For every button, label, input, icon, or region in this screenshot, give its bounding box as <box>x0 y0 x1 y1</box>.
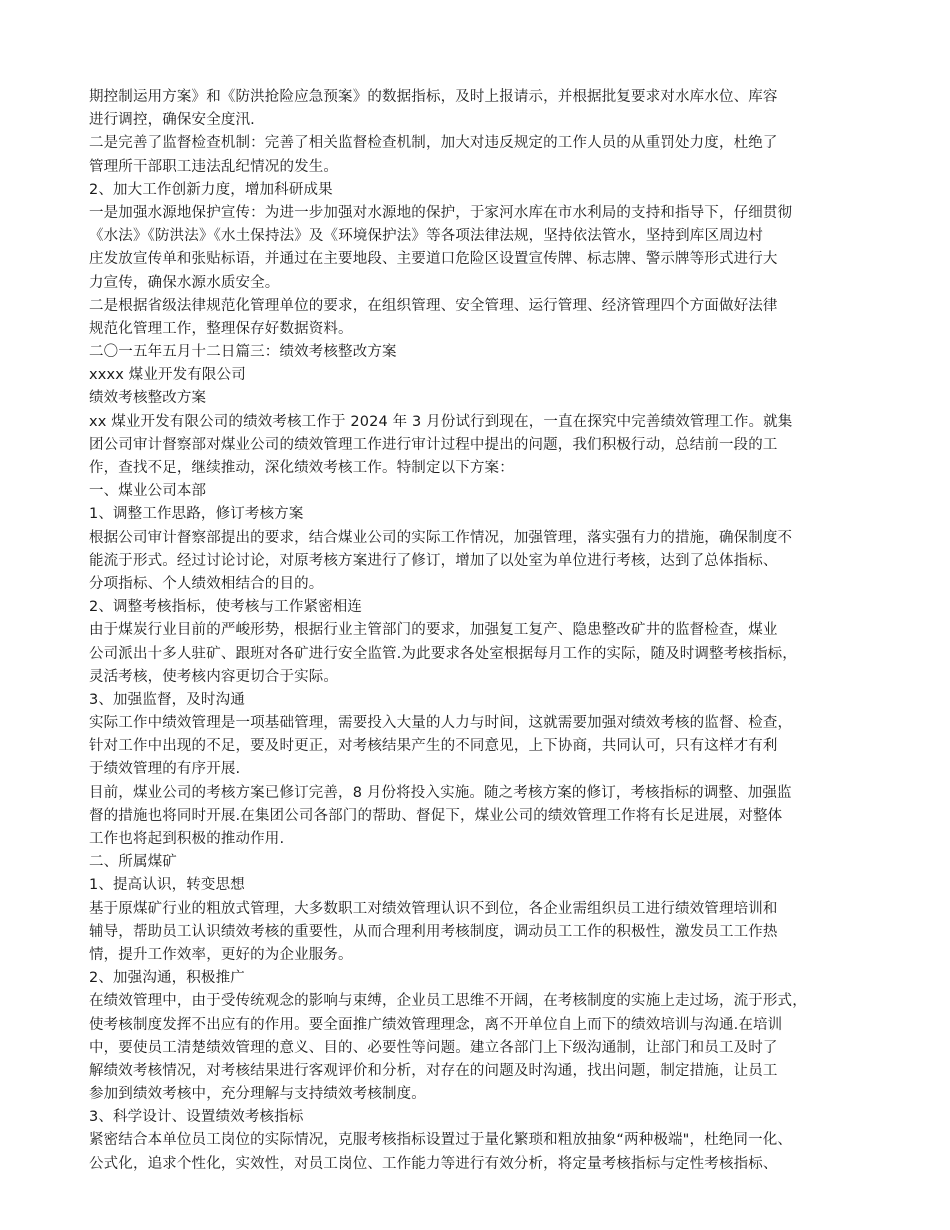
text-line: 解绩效考核情况，对考核结果进行客观评价和分析，对存在的问题及时沟通，找出问题，制定措施，让员工 <box>89 1062 778 1079</box>
text-line: 辅导，帮助员工认识绩效考核的重要性，从而合理利用考核制度，调动员工工作的积极性，激发员工工作热 <box>89 923 778 940</box>
text-line: 2、调整考核指标，使考核与工作紧密相连 <box>89 599 363 616</box>
text-line: 根据公司审计督察部提出的要求，结合煤业公司的实际工作情况，加强管理，落实强有力的措施，确保制度不 <box>89 529 793 546</box>
text-line: 规范化管理工作，整理保存好数据资料。 <box>89 320 353 337</box>
text-line: 能流于形式。经过讨论讨论，对原考核方案进行了修订，增加了以处室为单位进行考核，达到了总体指标、 <box>89 552 778 569</box>
text-line: 一、煤业公司本部 <box>89 483 207 500</box>
text-line: 作，查找不足，继续推动，深化绩效考核工作。特制定以下方案： <box>89 460 514 476</box>
text-line: 2、加大工作创新力度，增加科研成果 <box>89 181 333 198</box>
text-line: 灵活考核，使考核内容更切合于实际。 <box>89 668 339 685</box>
text-line: 在绩效管理中，由于受传统观念的影响与束缚，企业员工思维不开阔，在考核制度的实施上走过场，流于形式， <box>89 993 807 1010</box>
text-line: 一是加强水源地保护宣传：为进一步加强对水源地的保护，于家河水库在市水利局的支持和指导下，仔细贯彻 <box>89 204 793 221</box>
text-line: 由于煤炭行业目前的严峻形势，根据行业主管部门的要求，加强复工复产、隐患整改矿井的监督检查，煤业 <box>89 622 778 639</box>
text-line: 公式化，追求个性化，实效性，对员工岗位、工作能力等进行有效分析，将定量考核指标与定性考核指标、 <box>89 1155 778 1172</box>
text-line: 针对工作中出现的不足，要及时更正，对考核结果产生的不同意见，上下协商，共同认可，只有这样才有利 <box>89 738 778 755</box>
text-line: 1、调整工作思路，修订考核方案 <box>89 506 304 523</box>
text-line: 1、提高认识，转变思想 <box>89 877 245 894</box>
text-line: 实际工作中绩效管理是一项基础管理，需要投入大量的人力与时间，这就需要加强对绩效考核的监督、检查， <box>89 715 793 732</box>
text-line: 3、加强监督，及时沟通 <box>89 691 245 708</box>
text-line: 中，要使员工清楚绩效管理的意义、目的、必要性等问题。建立各部门上下级沟通制，让部门和员工及时了 <box>89 1039 778 1056</box>
text-line: 情，提升工作效率，更好的为企业服务。 <box>89 946 353 963</box>
text-line: 庄发放宣传单和张贴标语，并通过在主要地段、主要道口危险区设置宣传牌、标志牌、警示牌等形式进行大 <box>89 251 778 268</box>
text-line: 公司派出十多人驻矿、跟班对各矿进行安全监管.为此要求各处室根据每月工作的实际，随及时调整考核指标， <box>89 645 797 662</box>
text-line: 目前，煤业公司的考核方案已修订完善，8 月份将投入实施。随之考核方案的修订，考核指标的调整、加强监 <box>89 784 792 801</box>
text-line: 进行调控，确保安全度汛. <box>89 112 255 129</box>
text-line: 3、科学设计、设置绩效考核指标 <box>89 1109 304 1126</box>
text-line: 2、加强沟通，积极推广 <box>89 970 245 987</box>
text-line: 工作也将起到积极的推动作用. <box>89 831 285 847</box>
text-line: 紧密结合本单位员工岗位的实际情况，克服考核指标设置过于量化繁琐和粗放抽象“两种极端"，杜绝同一化、 <box>89 1132 793 1149</box>
text-line: 团公司审计督察部对煤业公司的绩效管理工作进行审计过程中提出的问题，我们积极行动，总结前一段的工 <box>89 436 778 453</box>
text-line: 二、所属煤矿 <box>89 854 177 871</box>
text-line: 基于原煤矿行业的粗放式管理，大多数职工对绩效管理认识不到位，各企业需组织员工进行绩效管理培训和 <box>89 900 778 917</box>
text-line: 二是完善了监督检查机制：完善了相关监督检查机制，加大对违反规定的工作人员的从重罚处力度，杜绝了 <box>89 135 778 152</box>
text-line: 分项指标、个人绩效相结合的目的。 <box>89 575 324 592</box>
text-line: 《水法》《防洪法》《水土保持法》及《环境保护法》等各项法律法规，坚持依法管水，坚持到库区周边村 <box>89 228 764 245</box>
text-line: 绩效考核整改方案 <box>89 390 207 407</box>
text-line: 参加到绩效考核中，充分理解与支持绩效考核制度。 <box>89 1086 426 1103</box>
text-line: 期控制运用方案》和《防洪抢险应急预案》的数据指标，及时上报请示，并根据批复要求对水库水位、库容 <box>89 89 778 105</box>
text-line: 力宣传，确保水源水质安全。 <box>89 274 280 291</box>
text-line: 使考核制度发挥不出应有的作用。要全面推广绩效管理理念，离不开单位自上而下的绩效培训与沟通.在培训 <box>89 1016 783 1033</box>
text-line: xx 煤业开发有限公司的绩效考核工作于 2024 年 3 月份试行到现在，一直在探究中完善绩效管理工作。就集 <box>89 413 793 430</box>
text-line: 于绩效管理的有序开展. <box>89 761 241 778</box>
text-line: xxxx 煤业开发有限公司 <box>89 367 246 384</box>
text-line: 督的措施也将同时开展.在集团公司各部门的帮助、督促下，煤业公司的绩效管理工作将有长足进展，对整体 <box>89 807 783 824</box>
text-line: 管理所干部职工违法乱纪情况的发生。 <box>89 158 339 175</box>
text-line: 二〇一五年五月十二日篇三：绩效考核整改方案 <box>89 344 397 361</box>
text-line: 二是根据省级法律规范化管理单位的要求，在组织管理、安全管理、运行管理、经济管理四个方面做好法律 <box>89 297 778 314</box>
